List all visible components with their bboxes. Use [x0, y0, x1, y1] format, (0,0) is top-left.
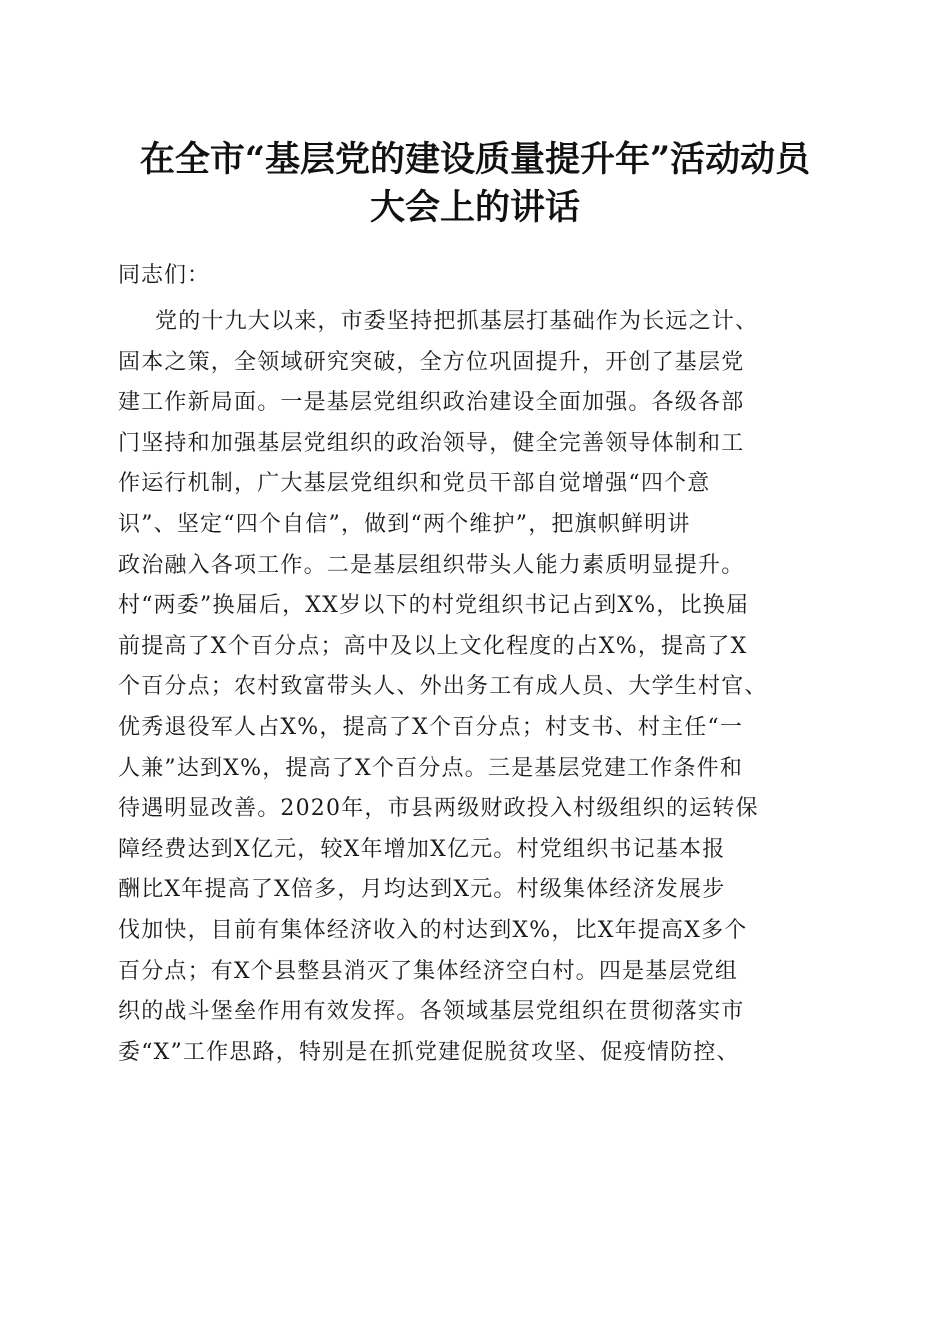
- document-title: [100, 136, 850, 232]
- paragraph-line: 门坚持和加强基层党组织的政治领导，健全完善领导体制和工: [118, 430, 745, 456]
- paragraph-line: 识”、坚定“四个自信”，做到“两个维护”，把旗帜鲜明讲: [118, 511, 691, 537]
- salutation: 同志们：: [118, 263, 211, 288]
- paragraph-line: 前提高了X个百分点；高中及以上文化程度的占X%，提高了X: [118, 633, 748, 659]
- paragraph-line: 作运行机制，广大基层党组织和党员干部自觉增强“四个意: [118, 471, 711, 497]
- paragraph-line: 固本之策，全领域研究突破，全方位巩固提升，开创了基层党: [118, 349, 745, 375]
- document-body: [118, 256, 830, 1073]
- paragraph-line: 党的十九大以来，市委坚持把抓基层打基础作为长远之计、: [155, 309, 759, 334]
- paragraph-line: 酬比X年提高了X倍多，月均达到X元。村级集体经济发展步: [118, 877, 726, 903]
- paragraph-line: 优秀退役军人占X%，提高了X个百分点；村支书、村主任“一: [118, 714, 744, 740]
- title-line-2: 大会上的讲话: [369, 187, 580, 228]
- title-line-1: 在全市“基层党的建设质量提升年”活动动员: [139, 139, 811, 180]
- paragraph-line: 障经费达到X亿元，较X年增加X亿元。村党组织书记基本报: [118, 836, 726, 862]
- speech-paragraph: [118, 302, 830, 1073]
- paragraph-line: 织的战斗堡垒作用有效发挥。各领域基层党组织在贯彻落实市: [118, 999, 745, 1025]
- paragraph-line: 人兼”达到X%，提高了X个百分点。三是基层党建工作条件和: [118, 755, 744, 781]
- paragraph-line: 待遇明显改善。2020年，市县两级财政投入村级组织的运转保: [118, 796, 759, 822]
- paragraph-line: 村“两委”换届后，XX岁以下的村党组织书记占到X%，比换届: [118, 593, 750, 619]
- paragraph-line: 委“X”工作思路，特别是在抓党建促脱贫攻坚、促疫情防控、: [118, 1039, 740, 1065]
- paragraph-line: 百分点；有X个县整县消灭了集体经济空白村。四是基层党组: [118, 958, 739, 984]
- paragraph-line: 伐加快，目前有集体经济收入的村达到X%，比X年提高X多个: [118, 917, 748, 943]
- paragraph-line: 政治融入各项工作。二是基层组织带头人能力素质明显提升。: [118, 552, 745, 578]
- paragraph-line: 个百分点；农村致富带头人、外出务工有成人员、大学生村官、: [118, 674, 768, 700]
- paragraph-line: 建工作新局面。一是基层党组织政治建设全面加强。各级各部: [118, 390, 745, 416]
